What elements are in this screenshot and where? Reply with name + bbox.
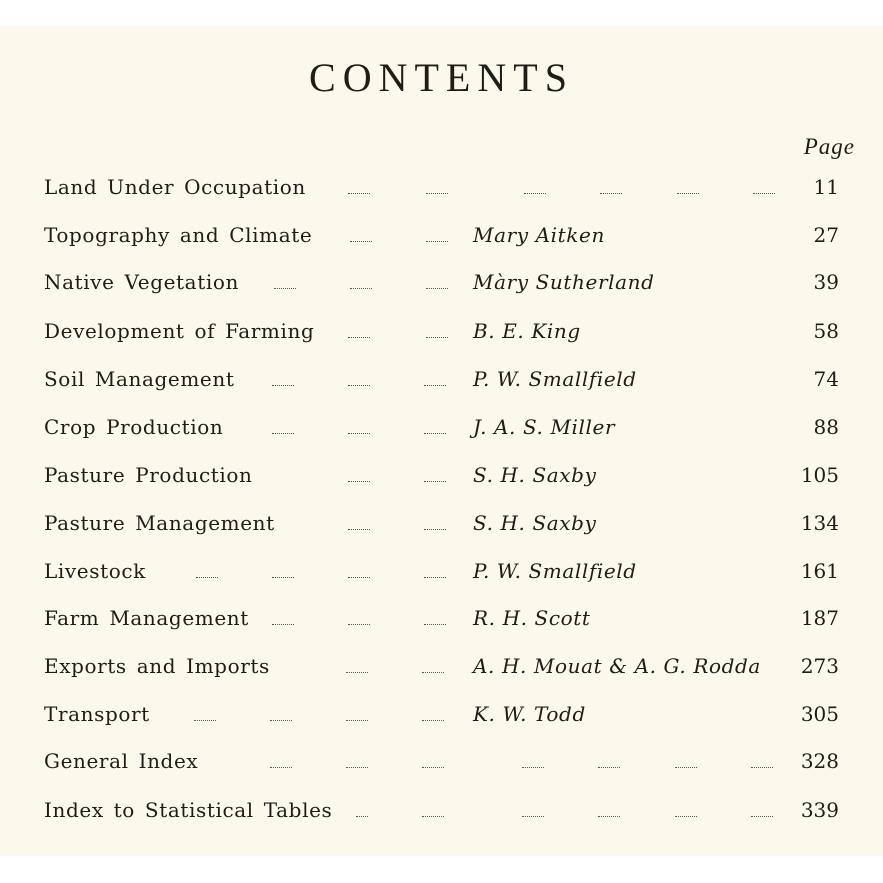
leader-dots — [272, 575, 294, 578]
entry-page-number: 134 — [800, 511, 839, 535]
entry-page-number: 161 — [800, 559, 839, 583]
entry-page-number: 187 — [800, 606, 839, 630]
leader-dots — [426, 191, 448, 194]
entry-page-number: 58 — [813, 319, 839, 343]
contents-row — [0, 699, 883, 729]
leader-dots — [598, 814, 620, 817]
entry-author: P. W. Smallfield — [473, 367, 637, 391]
entry-page-number: 339 — [800, 798, 839, 822]
leader-dots — [751, 814, 773, 817]
leader-dots — [751, 765, 773, 768]
leader-dots — [346, 765, 368, 768]
leader-dots — [274, 286, 296, 289]
entry-title: Soil Management — [44, 367, 235, 391]
leader-dots — [422, 765, 444, 768]
leader-dots — [522, 765, 544, 768]
entry-title: Pasture Production — [44, 463, 253, 487]
contents-row — [0, 364, 883, 394]
leader-dots — [426, 286, 448, 289]
leader-dots — [424, 479, 446, 482]
contents-row — [0, 603, 883, 633]
entry-title: Index to Statistical Tables — [44, 798, 333, 822]
contents-row — [0, 172, 883, 202]
leader-dots — [272, 431, 294, 434]
leader-dots — [270, 765, 292, 768]
entry-author: A. H. Mouat & A. G. Rodda — [473, 654, 761, 678]
leader-dots — [348, 575, 370, 578]
leader-dots — [348, 479, 370, 482]
entry-author: S. H. Saxby — [473, 511, 597, 535]
leader-dots — [424, 527, 446, 530]
contents-row — [0, 746, 883, 776]
leader-dots — [600, 191, 622, 194]
entry-author: J. A. S. Miller — [473, 415, 616, 439]
leader-dots — [272, 622, 294, 625]
leader-dots — [424, 575, 446, 578]
leader-dots — [675, 814, 697, 817]
leader-dots — [522, 814, 544, 817]
leader-dots — [753, 191, 775, 194]
entry-author: P. W. Smallfield — [473, 559, 637, 583]
entry-title: Farm Management — [44, 606, 249, 630]
contents-row — [0, 412, 883, 442]
leader-dots — [350, 286, 372, 289]
contents-row — [0, 508, 883, 538]
leader-dots — [424, 431, 446, 434]
leader-dots — [348, 335, 370, 338]
leader-dots — [424, 383, 446, 386]
leader-dots — [270, 718, 292, 721]
entry-page-number: 27 — [813, 223, 839, 247]
entry-title: Topography and Climate — [44, 223, 313, 247]
leader-dots — [677, 191, 699, 194]
entry-page-number: 88 — [813, 415, 839, 439]
contents-row — [0, 220, 883, 250]
entry-title: Native Vegetation — [44, 270, 239, 294]
leader-dots — [426, 335, 448, 338]
leader-dots — [272, 383, 294, 386]
entry-page-number: 328 — [800, 749, 839, 773]
entry-author: B. E. King — [473, 319, 581, 343]
contents-row — [0, 316, 883, 346]
entry-author: Màry Sutherland — [473, 270, 655, 294]
entry-title: Development of Farming — [44, 319, 315, 343]
leader-dots — [426, 239, 448, 242]
leader-dots — [348, 431, 370, 434]
entry-author: R. H. Scott — [473, 606, 591, 630]
entry-title: Crop Production — [44, 415, 224, 439]
leader-dots — [422, 670, 444, 673]
contents-row — [0, 795, 883, 825]
leader-dots — [348, 191, 370, 194]
contents-row — [0, 556, 883, 586]
entry-author: Mary Aitken — [473, 223, 605, 247]
entry-page-number: 105 — [800, 463, 839, 487]
entry-title: Exports and Imports — [44, 654, 270, 678]
leader-dots — [422, 814, 444, 817]
leader-dots — [348, 622, 370, 625]
leader-dots — [194, 718, 216, 721]
entry-author: K. W. Todd — [473, 702, 586, 726]
contents-row — [0, 267, 883, 297]
leader-dots — [196, 575, 218, 578]
contents-row — [0, 651, 883, 681]
leader-dots — [346, 670, 368, 673]
leader-dots — [675, 765, 697, 768]
entry-page-number: 39 — [813, 270, 839, 294]
leader-dots — [356, 814, 368, 817]
leader-dots — [348, 527, 370, 530]
entry-page-number: 305 — [800, 702, 839, 726]
leader-dots — [348, 383, 370, 386]
page-column-label: Page — [803, 134, 855, 159]
entry-author: S. H. Saxby — [473, 463, 597, 487]
entry-title: General Index — [44, 749, 199, 773]
entry-page-number: 74 — [813, 367, 839, 391]
contents-page — [0, 26, 883, 856]
contents-row — [0, 460, 883, 490]
page-title: CONTENTS — [309, 55, 574, 100]
entry-title: Land Under Occupation — [44, 175, 306, 199]
entry-page-number: 11 — [813, 175, 839, 199]
leader-dots — [346, 718, 368, 721]
leader-dots — [524, 191, 546, 194]
entry-page-number: 273 — [800, 654, 839, 678]
leader-dots — [598, 765, 620, 768]
leader-dots — [422, 718, 444, 721]
leader-dots — [350, 239, 372, 242]
entry-title: Livestock — [44, 559, 146, 583]
entry-title: Pasture Management — [44, 511, 275, 535]
leader-dots — [424, 622, 446, 625]
entry-title: Transport — [44, 702, 150, 726]
